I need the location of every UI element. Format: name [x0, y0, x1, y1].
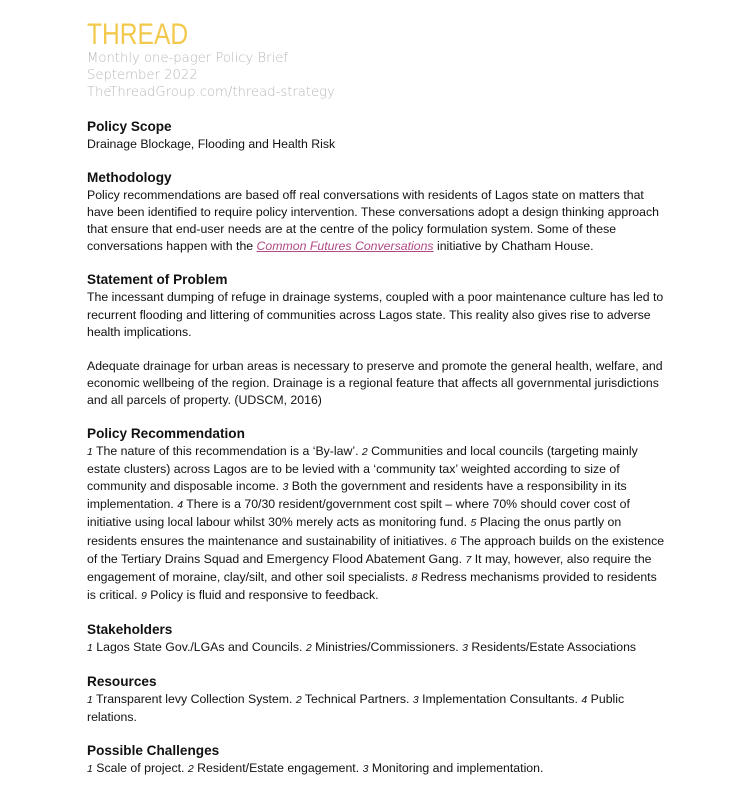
challenge-item: Scale of project.: [92, 761, 188, 776]
policy-scope-section: [87, 118, 667, 153]
challenges-heading: Possible Challenges: [87, 743, 220, 759]
item-number: 2: [295, 693, 302, 706]
stakeholder-item: Lagos State Gov./LGAs and Councils.: [92, 639, 306, 654]
recommendation-item: Both the government and residents have a responsibility in its implementation.: [87, 479, 627, 512]
problem-section: [87, 271, 667, 409]
resource-item: Technical Partners.: [301, 691, 413, 706]
policy-scope-heading: Policy Scope: [87, 119, 172, 134]
item-number: 4: [177, 499, 184, 512]
resource-item: Transparent levy Collection System.: [92, 691, 296, 706]
resource-item: Implementation Consultants.: [418, 691, 582, 706]
methodology-text: [87, 187, 667, 255]
recommendation-section: [87, 425, 667, 605]
problem-paragraph-2: Adequate drainage for urban areas is necessary to preserve and promote the general health, welfare, and economic wellbeing of the region. Drainage is a regional feature that affects all governmental jurisdictions and all parcels of property. (UDSCM, 2016): [87, 358, 663, 407]
item-number: 2: [187, 763, 194, 776]
resources-text: [87, 691, 667, 726]
common-futures-link[interactable]: Common Futures Conversations: [256, 239, 434, 254]
recommendation-item: The nature of this recommendation is a ‘By-law’.: [92, 444, 362, 459]
resources-section: [87, 673, 667, 726]
recommendation-item: There is a 70/30 resident/government cost spilt – where 70% should cover cost of initiative using local labour whilst 30% merely acts as monitoring fund.: [87, 497, 630, 530]
resource-item: Public relations.: [87, 691, 625, 725]
recommendation-heading: Policy Recommendation: [87, 426, 245, 442]
item-number: 2: [361, 446, 368, 459]
thread-logo: THREAD: [87, 18, 189, 51]
stakeholders-section: [87, 621, 667, 657]
recommendation-item: Placing the onus partly on residents ensures the maintenance and sustainability of initiatives.: [87, 515, 622, 548]
item-number: 7: [465, 553, 472, 566]
stakeholders-heading: Stakeholders: [87, 621, 173, 637]
stakeholder-item: Residents/Estate Associations: [467, 639, 637, 654]
brief-date: September 2022: [87, 68, 198, 83]
item-number: 2: [305, 641, 312, 654]
recommendation-item: It may, however, also require the engagement of moraine, clay/silt, and other soil specialists.: [87, 551, 652, 584]
document-header: [87, 20, 335, 101]
item-number: 1: [87, 763, 93, 776]
policy-scope-text: Drainage Blockage, Flooding and Health Risk: [87, 137, 336, 151]
document-body: [87, 118, 667, 778]
recommendation-text: [87, 443, 667, 605]
recommendation-item: Policy is fluid and responsive to feedback.: [146, 587, 379, 602]
item-number: 3: [462, 641, 468, 654]
recommendation-item: Communities and local councils (targeting mainly estate clusters) across Lagos are to be levied with a ‘community tax’ weighted according to size of community and disposable income.: [87, 444, 638, 494]
item-number: 8: [411, 571, 418, 584]
brief-subtitle: Monthly one-pager Policy Brief: [87, 51, 288, 66]
item-number: 1: [87, 446, 93, 459]
stakeholder-item: Ministries/Commissioners.: [311, 639, 463, 654]
methodology-text-end: initiative by Chatham House.: [433, 239, 594, 254]
problem-heading: Statement of Problem: [87, 272, 228, 288]
item-number: 1: [87, 693, 93, 706]
item-number: 1: [87, 641, 93, 654]
challenges-section: [87, 742, 667, 778]
resources-heading: Resources: [87, 673, 157, 689]
methodology-section: [87, 169, 667, 255]
recommendation-item: Redress mechanisms provided to residents is critical.: [87, 569, 657, 602]
stakeholders-text: [87, 639, 667, 657]
item-number: 6: [450, 535, 457, 548]
item-number: 5: [470, 517, 477, 530]
challenge-item: Resident/Estate engagement.: [193, 761, 363, 776]
item-number: 9: [140, 589, 147, 602]
challenges-text: [87, 760, 667, 778]
item-number: 3: [282, 481, 289, 494]
challenge-item: Monitoring and implementation.: [368, 761, 544, 776]
recommendation-item: The approach builds on the existence of the Tertiary Drains Squad and Emergency Flood Abatement Gang.: [87, 533, 665, 566]
problem-paragraph-1: The incessant dumping of refuge in drainage systems, coupled with a poor maintenance culture has led to recurrent flooding and littering of communities across Lagos state. This reality also gives rise to adverse health implications.: [87, 290, 664, 339]
methodology-text-start: Policy recommendations are based off real conversations with residents of Lagos state on matters that have been identified to require policy intervention. These conversations adopt a design thinking approach that ensure that end-user needs are at the centre of the policy formulation system. Some of these conversations happen with the: [87, 188, 659, 254]
methodology-heading: Methodology: [87, 170, 172, 186]
brief-url: TheThreadGroup.com/thread-strategy: [87, 85, 335, 100]
item-number: 3: [362, 763, 369, 776]
item-number: 4: [581, 693, 588, 706]
item-number: 3: [412, 693, 419, 706]
